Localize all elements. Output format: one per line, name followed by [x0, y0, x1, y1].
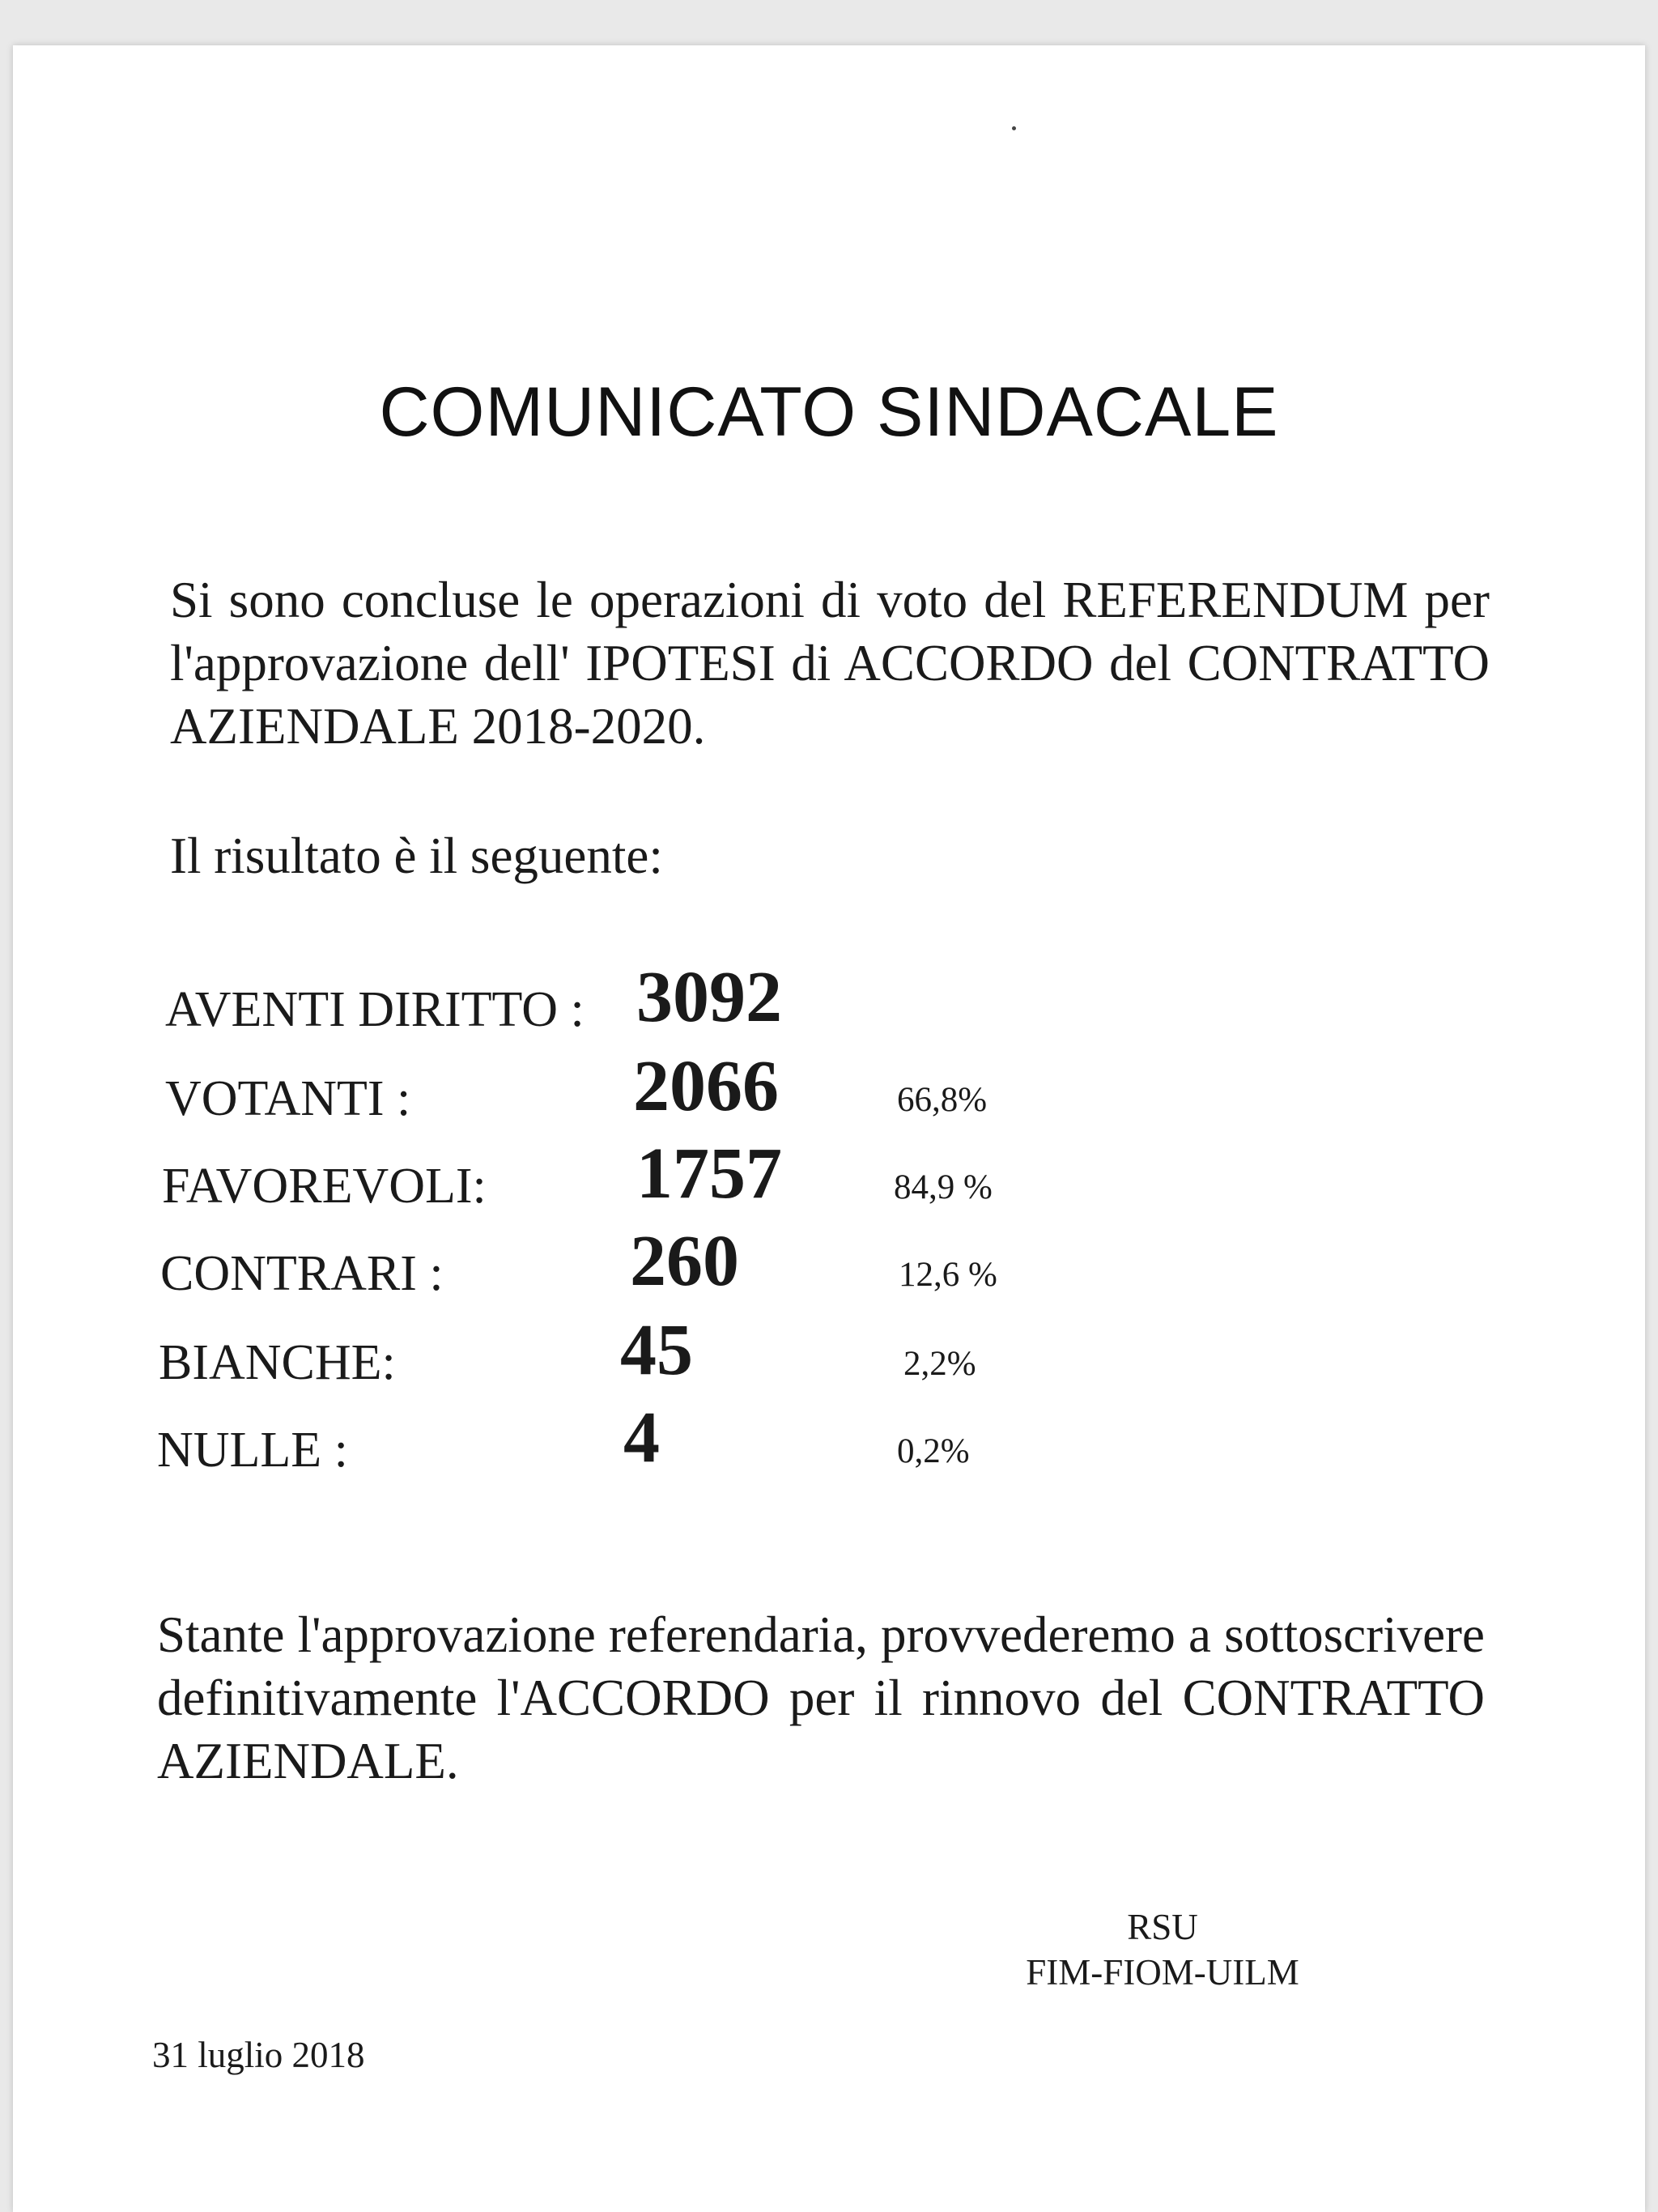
result-value: 3092 [636, 957, 782, 1037]
result-row-aventi-diritto [13, 955, 1645, 1044]
result-label: VOTANTI : [165, 1071, 411, 1126]
result-label: BIANCHE: [159, 1335, 396, 1390]
result-percent: 2,2% [903, 1345, 976, 1383]
result-value: 260 [630, 1221, 739, 1301]
result-percent: 12,6 % [899, 1256, 997, 1294]
document-title: COMUNICATO SINDACALE [379, 373, 1279, 451]
result-value: 1757 [636, 1134, 782, 1214]
result-label: AVENTI DIRITTO : [165, 982, 585, 1037]
signature-unions: FIM-FIOM-UILM [1026, 1952, 1299, 1993]
result-row-contrari [13, 1219, 1645, 1308]
result-value: 2066 [633, 1046, 779, 1126]
result-value: 4 [623, 1397, 660, 1478]
result-percent: 0,2% [897, 1432, 970, 1470]
result-label: CONTRARI : [160, 1246, 444, 1301]
closing-paragraph: Stante l'approvazione referendaria, provvederemo a sottoscrivere definitivamente l'ACCORDO per il rinnovo del CONTRATTO AZIENDALE. [157, 1606, 1485, 1789]
result-row-votanti [13, 1044, 1645, 1134]
result-label: NULLE : [157, 1423, 348, 1478]
result-percent: 84,9 % [894, 1168, 993, 1206]
result-label: FAVOREVOLI: [162, 1159, 487, 1214]
intro-paragraph: Si sono concluse le operazioni di voto del REFERENDUM per l'approvazione dell' IPOTESI di ACCORDO del CONTRATTO AZIENDALE 2018-2020. [170, 572, 1490, 755]
result-heading: Il risultato è il seguente: [170, 827, 663, 884]
result-row-bianche [13, 1308, 1645, 1397]
scan-speck [1012, 126, 1016, 130]
result-percent: 66,8% [897, 1081, 988, 1119]
result-value: 45 [620, 1310, 693, 1390]
result-row-nulle [13, 1396, 1645, 1485]
signature-rsu: RSU [1127, 1907, 1198, 1947]
document-page [13, 45, 1645, 2212]
document-date: 31 luglio 2018 [152, 2035, 365, 2075]
result-row-favorevoli [13, 1132, 1645, 1221]
